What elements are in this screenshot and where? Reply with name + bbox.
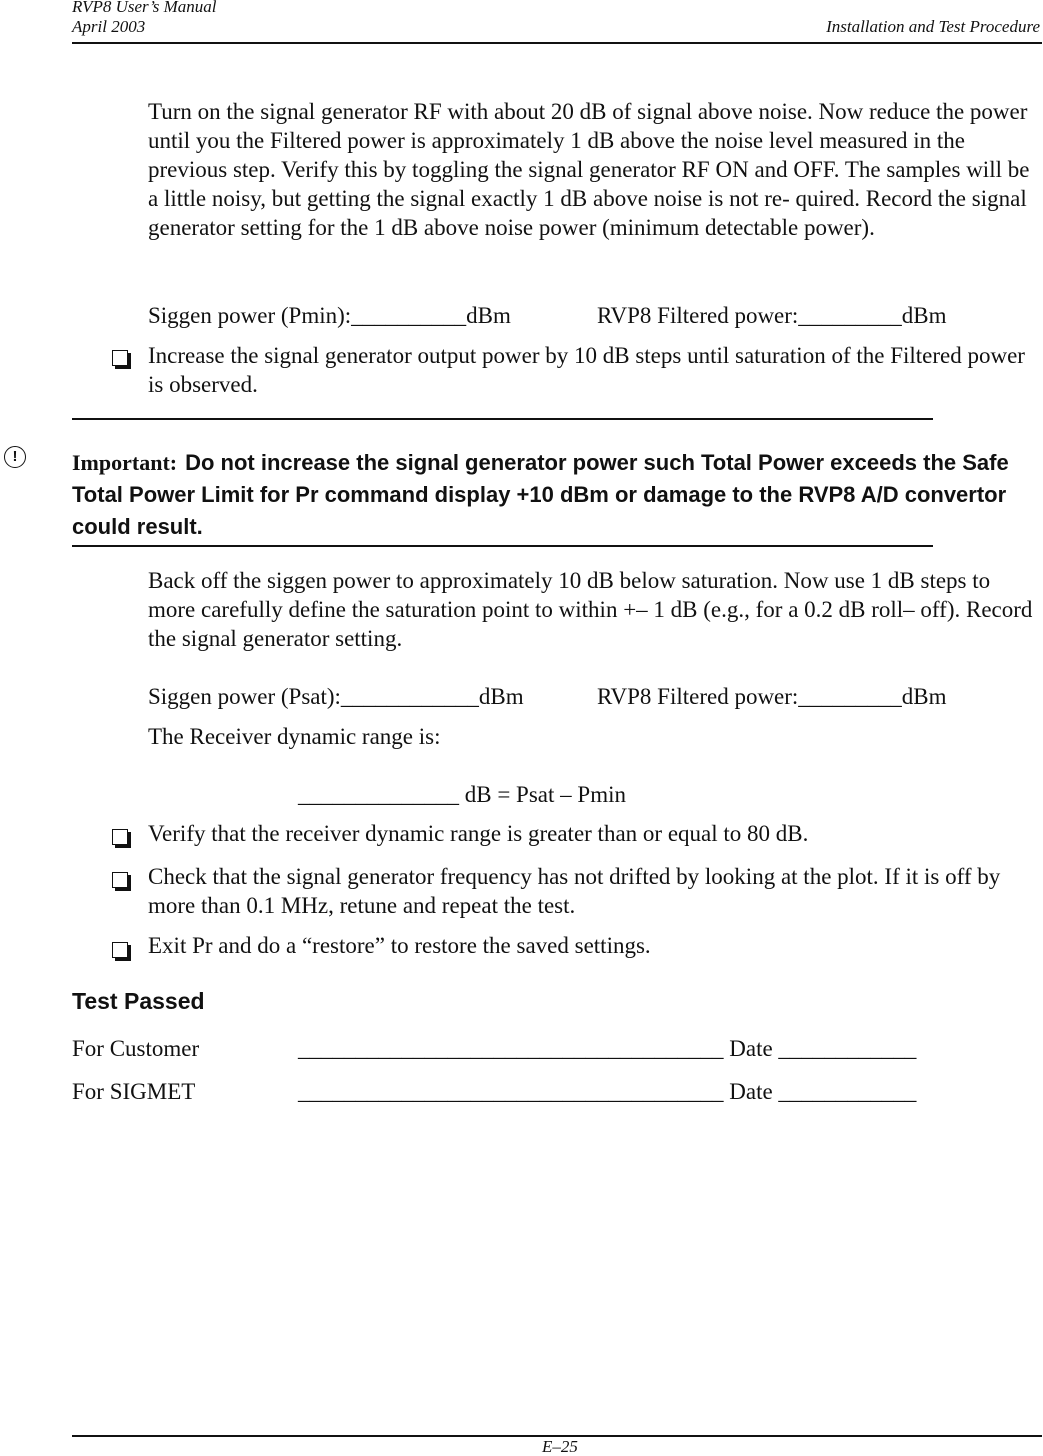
dynamic-range-formula: ______________ dB = Psat – Pmin <box>298 782 626 807</box>
filtered-power-field-1: RVP8 Filtered power:_________dBm <box>597 303 947 328</box>
manual-date: April 2003 <box>72 17 146 36</box>
checkbox-check[interactable] <box>112 872 128 888</box>
checkbox-verify[interactable] <box>112 829 128 845</box>
step-verify-text: Verify that the receiver dynamic range is greater than or equal to 80 dB. <box>148 821 809 846</box>
header-rule <box>72 42 1042 44</box>
manual-title: RVP8 User’s Manual <box>72 0 217 16</box>
saturation-paragraph: Back off the siggen power to approximately 10 dB below saturation. Now use 1 dB steps to more carefully define the saturation point to within +– 1 dB (e.g., for a 0.2 dB roll– off). Record the signal generator setting. <box>148 568 1033 651</box>
step-exit-text: Exit Pr and do a “restore” to restore the saved settings. <box>148 933 651 958</box>
customer-label: For Customer <box>72 1036 200 1061</box>
important-label: Important: <box>72 450 178 475</box>
important-bottom-rule <box>72 545 933 547</box>
filtered-power-field-2: RVP8 Filtered power:_________dBm <box>597 684 947 709</box>
checkbox-exit[interactable] <box>112 942 128 958</box>
page-number: E–25 <box>542 1437 578 1456</box>
customer-signature-line: _____________________________________ Date ____________ <box>298 1036 917 1061</box>
dynamic-range-intro: The Receiver dynamic range is: <box>148 724 441 749</box>
step-check-text: Check that the signal generator frequency has not drifted by looking at the plot. If it is off by more than 0.1 MHz, retune and repeat the test. <box>148 864 1001 918</box>
pmin-field: Siggen power (Pmin):__________dBm <box>148 303 511 328</box>
sigmet-signature-line: _____________________________________ Date ____________ <box>298 1079 917 1104</box>
checkbox-increase[interactable] <box>112 350 128 366</box>
psat-field: Siggen power (Psat):____________dBm <box>148 684 524 709</box>
important-note <box>72 448 1043 544</box>
test-passed-heading: Test Passed <box>72 988 205 1014</box>
sigmet-label: For SIGMET <box>72 1079 196 1104</box>
important-top-rule <box>72 418 933 420</box>
intro-paragraph: Turn on the signal generator RF with about 20 dB of signal above noise. Now reduce the power until you the Filtered power is approximately 1 dB above the noise level measured in the previous step. Verify this by toggling the signal generator RF ON and OFF. The samples will be a little noisy, but getting the signal exactly 1 dB above noise is not re- quired. Record the signal generator setting for the 1 dB above noise power (minimum detectable power). <box>148 99 1030 240</box>
important-text: Do not increase the signal generator power such Total Power exceeds the Safe Total Power Limit for Pr command display +10 dBm or damage to the RVP8 A/D convertor could result. <box>72 450 1009 539</box>
exclamation-icon: ! <box>4 446 26 468</box>
step-increase-text: Increase the signal generator output power by 10 dB steps until saturation of the Filtered power is observed. <box>148 343 1025 397</box>
section-title: Installation and Test Procedure <box>826 17 1040 36</box>
